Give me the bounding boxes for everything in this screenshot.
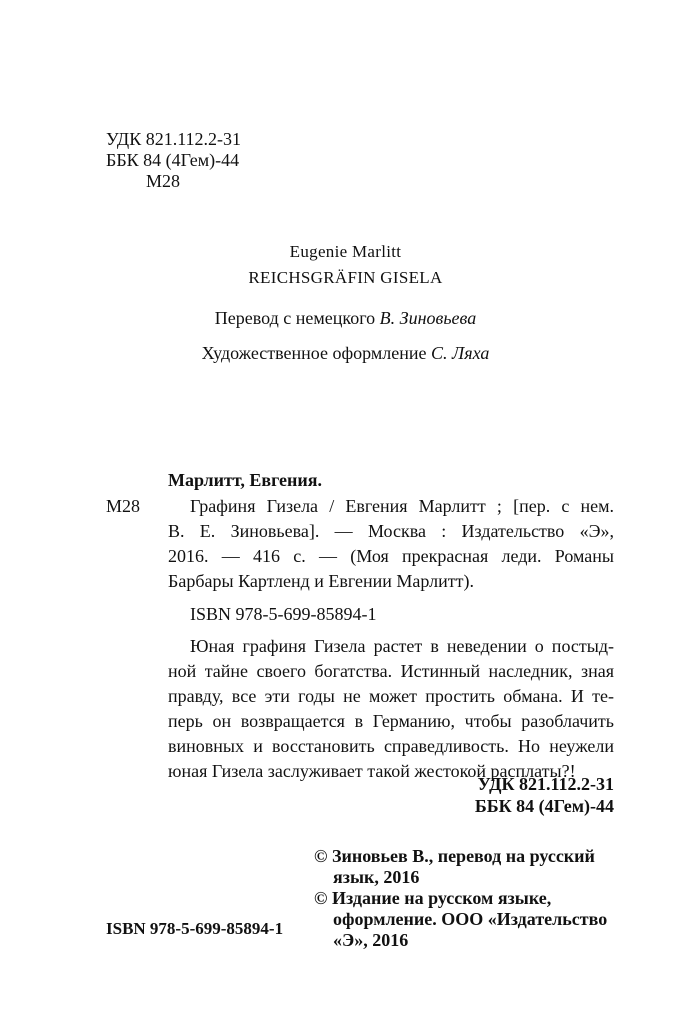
annotation-line-4: перь он возвращается в Германию, чтобы разоблачить [168, 711, 614, 731]
bib-line-1: Графиня Гизела / Евгения Марлитт ; [пер. с нем. [190, 496, 614, 516]
annotation-line-5: виновных и восстановить справедливость. Но неужели [168, 736, 614, 756]
translation-credit [0, 307, 691, 329]
bbk-code-top: ББК 84 (4Гем)-44 [106, 150, 240, 170]
bib-isbn: ISBN 978-5-699-85894-1 [190, 604, 377, 624]
bbk-code-bottom: ББК 84 (4Гем)-44 [474, 796, 614, 816]
annotation-line-2: ной тайне своего богатства. Истинный наследник, зная [168, 661, 614, 681]
bib-author-mark: М28 [106, 496, 141, 516]
udk-code-top: УДК 821.112.2-31 [106, 129, 242, 149]
design-label: Художественное оформление [201, 343, 427, 363]
original-author: Eugenie Marlitt [289, 242, 402, 261]
design-credit [0, 342, 691, 364]
annotation-line-3: правду, все эти годы не может простить обмана. И те- [168, 686, 614, 706]
bib-heading: Марлитт, Евгения. [168, 470, 322, 490]
copyright-line-4: оформление. ООО «Издательство [333, 909, 608, 929]
copyright-line-3: © Издание на русском языке, [314, 888, 552, 908]
author-mark-top: М28 [146, 171, 181, 191]
annotation-line-1: Юная графиня Гизела растет в неведении о постыд- [190, 636, 614, 656]
original-title: REICHSGRÄFIN GISELA [248, 268, 443, 287]
bib-line-3: 2016. — 416 с. — (Моя прекрасная леди. Романы [168, 546, 614, 566]
footer-isbn: ISBN 978-5-699-85894-1 [106, 919, 284, 938]
translation-label: Перевод с немецкого [214, 308, 376, 328]
designer-name: С. Ляха [431, 343, 490, 363]
annotation-line-6: юная Гизела заслуживает такой жестокой расплаты?! [168, 761, 576, 781]
bib-line-2: В. Е. Зиновьева]. — Москва : Издательство «Э», [168, 521, 614, 541]
copyright-line-1: © Зиновьев В., перевод на русский [314, 846, 595, 866]
copyright-line-2: язык, 2016 [333, 867, 420, 887]
bib-line-4: Барбары Картленд и Евгении Марлитт). [168, 571, 475, 591]
translator-name: В. Зиновьева [379, 308, 477, 328]
copyright-line-5: «Э», 2016 [333, 930, 409, 950]
udk-code-bottom: УДК 821.112.2-31 [477, 774, 614, 794]
